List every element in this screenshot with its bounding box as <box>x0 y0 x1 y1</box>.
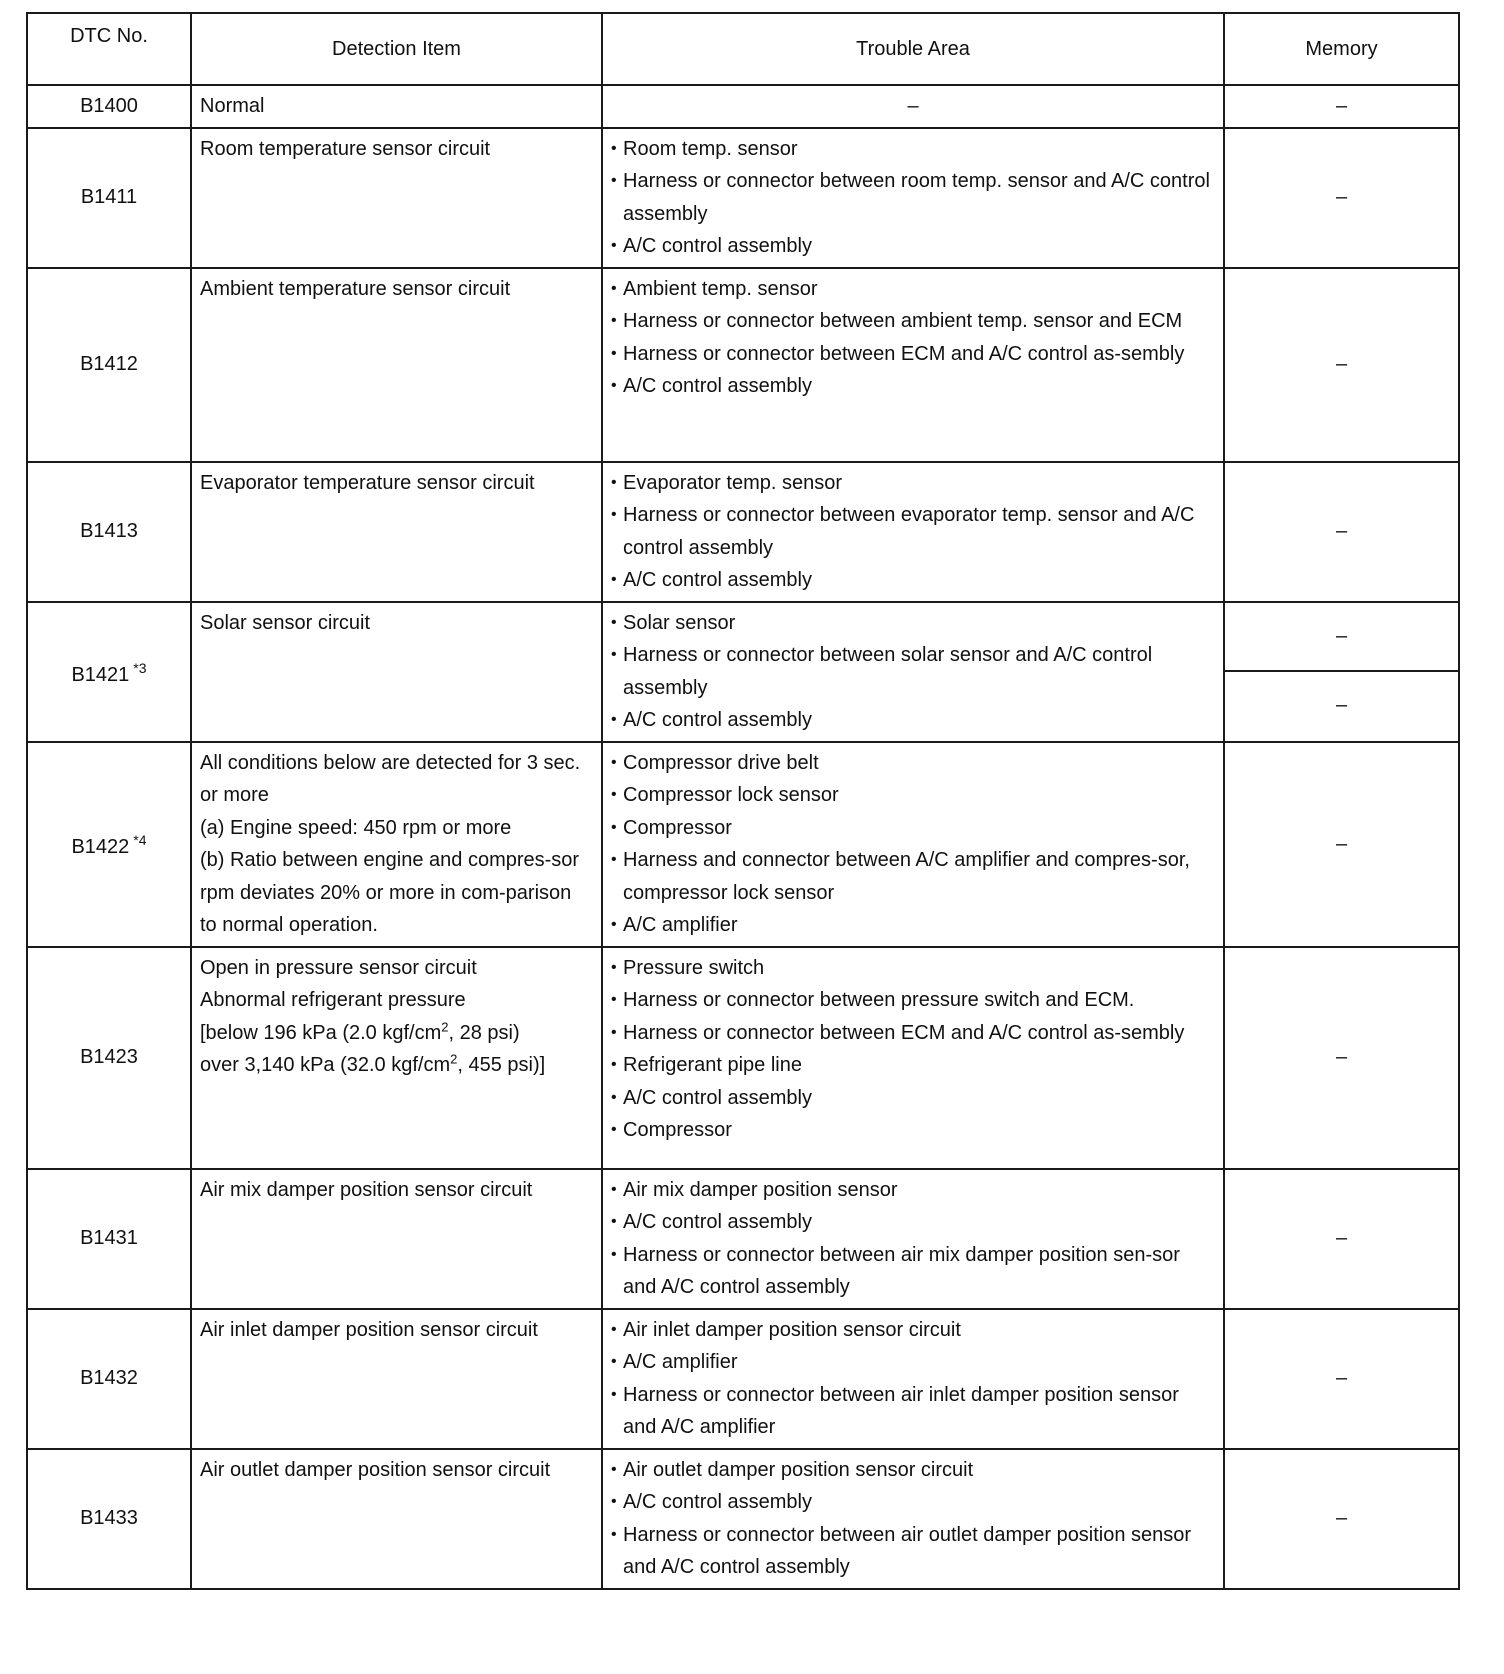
table-row <box>27 1309 1459 1449</box>
table-row <box>27 602 1459 742</box>
detection-item-text: Ambient temperature sensor circuit <box>200 277 511 300</box>
dtc-cell <box>27 602 191 742</box>
dtc-code: B1412 <box>80 353 138 376</box>
trouble-area-list <box>611 1314 1215 1444</box>
trouble-area-item: • Harness and connector between A/C amplifier and compres-sor, compressor lock sensor <box>611 844 1215 909</box>
table-row <box>27 947 1459 1169</box>
trouble-area-item: • Refrigerant pipe line <box>611 1049 1215 1082</box>
trouble-area-item: • A/C control assembly <box>611 1082 1215 1115</box>
trouble-area-list <box>611 273 1215 403</box>
dtc-code: B1400 <box>80 95 138 117</box>
dtc-table <box>26 12 1460 1590</box>
memory-cell <box>1224 462 1459 602</box>
trouble-area-item: • Harness or connector between evaporator temp. sensor and A/C control assembly <box>611 499 1215 564</box>
memory-value: – <box>1335 1227 1348 1250</box>
detection-item-text: Normal <box>200 95 265 117</box>
trouble-area-list <box>611 952 1215 1147</box>
dtc-footnote: *4 <box>133 832 147 849</box>
table-row <box>27 462 1459 602</box>
detection-item-text: Solar sensor circuit <box>200 611 371 634</box>
detection-item-text: [below 196 kPa (2.0 kgf/$cm^2$, 28 psi) <box>200 1018 520 1044</box>
trouble-area-cell <box>602 462 1224 602</box>
detection-item-cell <box>191 602 602 742</box>
trouble-area-item: • A/C control assembly <box>611 1486 1215 1519</box>
dtc-cell <box>27 1309 191 1449</box>
detection-item-text: (a) Engine speed: 450 rpm or more <box>200 816 512 839</box>
memory-cell <box>1224 1449 1459 1589</box>
memory-split <box>1225 603 1458 739</box>
trouble-area-item: • Harness or connector between air inlet damper position sensor and A/C amplifier <box>611 1379 1215 1444</box>
detection-item-text: Air outlet damper position sensor circuit <box>200 1458 551 1481</box>
trouble-area-item: • Harness or connector between ECM and A/C control as-sembly <box>611 1017 1215 1050</box>
detection-item-cell <box>191 947 602 1169</box>
trouble-area-item: • Air mix damper position sensor <box>611 1174 1215 1207</box>
detection-item-text: Abnormal refrigerant pressure <box>200 989 466 1011</box>
detection-item-text: Air inlet damper position sensor circuit <box>200 1318 538 1341</box>
memory-cell <box>1224 1169 1459 1309</box>
trouble-area-item: • A/C control assembly <box>611 704 1215 737</box>
detection-item-cell <box>191 85 602 128</box>
detection-item-text: (b) Ratio between engine and compres-sor rpm deviates 20% or more in com-parison to normal operation. <box>200 849 580 936</box>
trouble-area-item: • Harness or connector between room temp. sensor and A/C control assembly <box>611 165 1215 230</box>
trouble-area-cell <box>602 85 1224 128</box>
dtc-code: B1421 <box>71 663 130 686</box>
memory-value: – <box>1335 832 1348 855</box>
dtc-code: B1432 <box>80 1367 138 1390</box>
trouble-area-cell <box>602 1449 1224 1589</box>
memory-cell <box>1224 947 1459 1169</box>
table-row <box>27 742 1459 947</box>
trouble-area-cell <box>602 128 1224 268</box>
dtc-cell <box>27 947 191 1169</box>
trouble-area-list <box>611 1174 1215 1304</box>
table-row <box>27 1169 1459 1309</box>
trouble-area-item: • Harness or connector between air mix damper position sen-sor and A/C control assembly <box>611 1239 1215 1304</box>
trouble-area-item: • Harness or connector between air outlet damper position sensor and A/C control assembly <box>611 1519 1215 1584</box>
header-detection-item: Detection Item <box>191 13 602 85</box>
memory-value: – <box>1335 95 1348 117</box>
detection-item-cell <box>191 128 602 268</box>
table-row <box>27 128 1459 268</box>
trouble-area-item: • A/C control assembly <box>611 1206 1215 1239</box>
trouble-area-item: • Evaporator temp. sensor <box>611 467 1215 500</box>
header-trouble-area: Trouble Area <box>602 13 1224 85</box>
dtc-code: B1411 <box>80 186 138 209</box>
trouble-area-item: • Solar sensor <box>611 607 1215 640</box>
detection-item-cell <box>191 1169 602 1309</box>
trouble-area-item: • Air outlet damper position sensor circuit <box>611 1454 1215 1487</box>
dtc-cell <box>27 1449 191 1589</box>
memory-cell <box>1224 85 1459 128</box>
trouble-area-cell <box>602 742 1224 947</box>
detection-item-text: over 3,140 kPa (32.0 kgf/$cm^2$, 455 psi)] <box>200 1051 546 1076</box>
header-memory: Memory <box>1224 13 1459 85</box>
trouble-area-item: • A/C control assembly <box>611 370 1215 403</box>
trouble-area-list <box>611 133 1215 263</box>
detection-item-text: All conditions below are detected for 3 sec. or more <box>200 751 581 806</box>
table-row <box>27 85 1459 128</box>
trouble-area-item: • Compressor <box>611 1114 1215 1147</box>
trouble-area-item: • Ambient temp. sensor <box>611 273 1215 306</box>
trouble-area-item: • Harness or connector between ECM and A/C control as-sembly <box>611 338 1215 371</box>
superscript: 2 <box>441 1018 449 1034</box>
memory-value: – <box>1335 624 1348 647</box>
detection-item-text: Room temperature sensor circuit <box>200 137 491 160</box>
dtc-cell <box>27 268 191 462</box>
dtc-code: B1423 <box>80 1046 138 1069</box>
memory-value: – <box>1335 520 1348 543</box>
header-dtc-no: DTC No. <box>27 13 191 85</box>
memory-value: – <box>1335 353 1348 376</box>
trouble-area-item: • Compressor lock sensor <box>611 779 1215 812</box>
trouble-area-cell <box>602 1169 1224 1309</box>
memory-cell <box>1224 128 1459 268</box>
trouble-area-item: • Room temp. sensor <box>611 133 1215 166</box>
trouble-area-item: • Harness or connector between pressure switch and ECM. <box>611 984 1215 1017</box>
table-row <box>27 268 1459 462</box>
memory-cell <box>1224 1309 1459 1449</box>
trouble-area-item: • Harness or connector between ambient temp. sensor and ECM <box>611 305 1215 338</box>
detection-item-cell <box>191 742 602 947</box>
trouble-area-list <box>611 467 1215 597</box>
dtc-cell <box>27 742 191 947</box>
trouble-area-cell <box>602 947 1224 1169</box>
dtc-code: B1413 <box>80 520 138 543</box>
table-header-row <box>27 13 1459 85</box>
memory-value: – <box>1335 1046 1348 1069</box>
trouble-area-item: • A/C amplifier <box>611 1346 1215 1379</box>
detection-item-text: Evaporator temperature sensor circuit <box>200 471 535 494</box>
trouble-area-item: • Pressure switch <box>611 952 1215 985</box>
dtc-cell <box>27 1169 191 1309</box>
trouble-area-text: – <box>907 95 919 117</box>
memory-value: – <box>1225 670 1458 739</box>
trouble-area-item: • Compressor drive belt <box>611 747 1215 780</box>
memory-cell <box>1224 742 1459 947</box>
dtc-cell <box>27 128 191 268</box>
dtc-code: B1422 <box>71 836 130 859</box>
detection-item-text: Open in pressure sensor circuit <box>200 956 477 979</box>
trouble-area-item: • A/C control assembly <box>611 230 1215 263</box>
detection-item-cell <box>191 1309 602 1449</box>
memory-value: – <box>1335 186 1348 209</box>
trouble-area-cell <box>602 1309 1224 1449</box>
dtc-code: B1433 <box>80 1507 138 1530</box>
trouble-area-list <box>611 1454 1215 1584</box>
detection-item-cell <box>191 462 602 602</box>
trouble-area-item: • Air inlet damper position sensor circuit <box>611 1314 1215 1347</box>
dtc-cell <box>27 85 191 128</box>
trouble-area-list <box>611 607 1215 737</box>
memory-cell <box>1224 268 1459 462</box>
trouble-area-item: • A/C control assembly <box>611 564 1215 597</box>
memory-cell <box>1224 602 1459 742</box>
trouble-area-list <box>611 747 1215 942</box>
detection-item-text: Air mix damper position sensor circuit <box>200 1178 533 1201</box>
detection-item-cell <box>191 1449 602 1589</box>
memory-value: – <box>1335 1367 1348 1390</box>
table-row <box>27 1449 1459 1589</box>
trouble-area-item: • Harness or connector between solar sensor and A/C control assembly <box>611 639 1215 704</box>
trouble-area-cell <box>602 602 1224 742</box>
dtc-cell <box>27 462 191 602</box>
table-body <box>27 85 1459 1589</box>
trouble-area-item: • A/C amplifier <box>611 909 1215 942</box>
memory-value: – <box>1335 1507 1348 1530</box>
detection-item-cell <box>191 268 602 462</box>
superscript: 2 <box>450 1051 458 1067</box>
dtc-footnote: *3 <box>133 659 147 676</box>
trouble-area-cell <box>602 268 1224 462</box>
dtc-code: B1431 <box>80 1227 138 1250</box>
trouble-area-item: • Compressor <box>611 812 1215 845</box>
